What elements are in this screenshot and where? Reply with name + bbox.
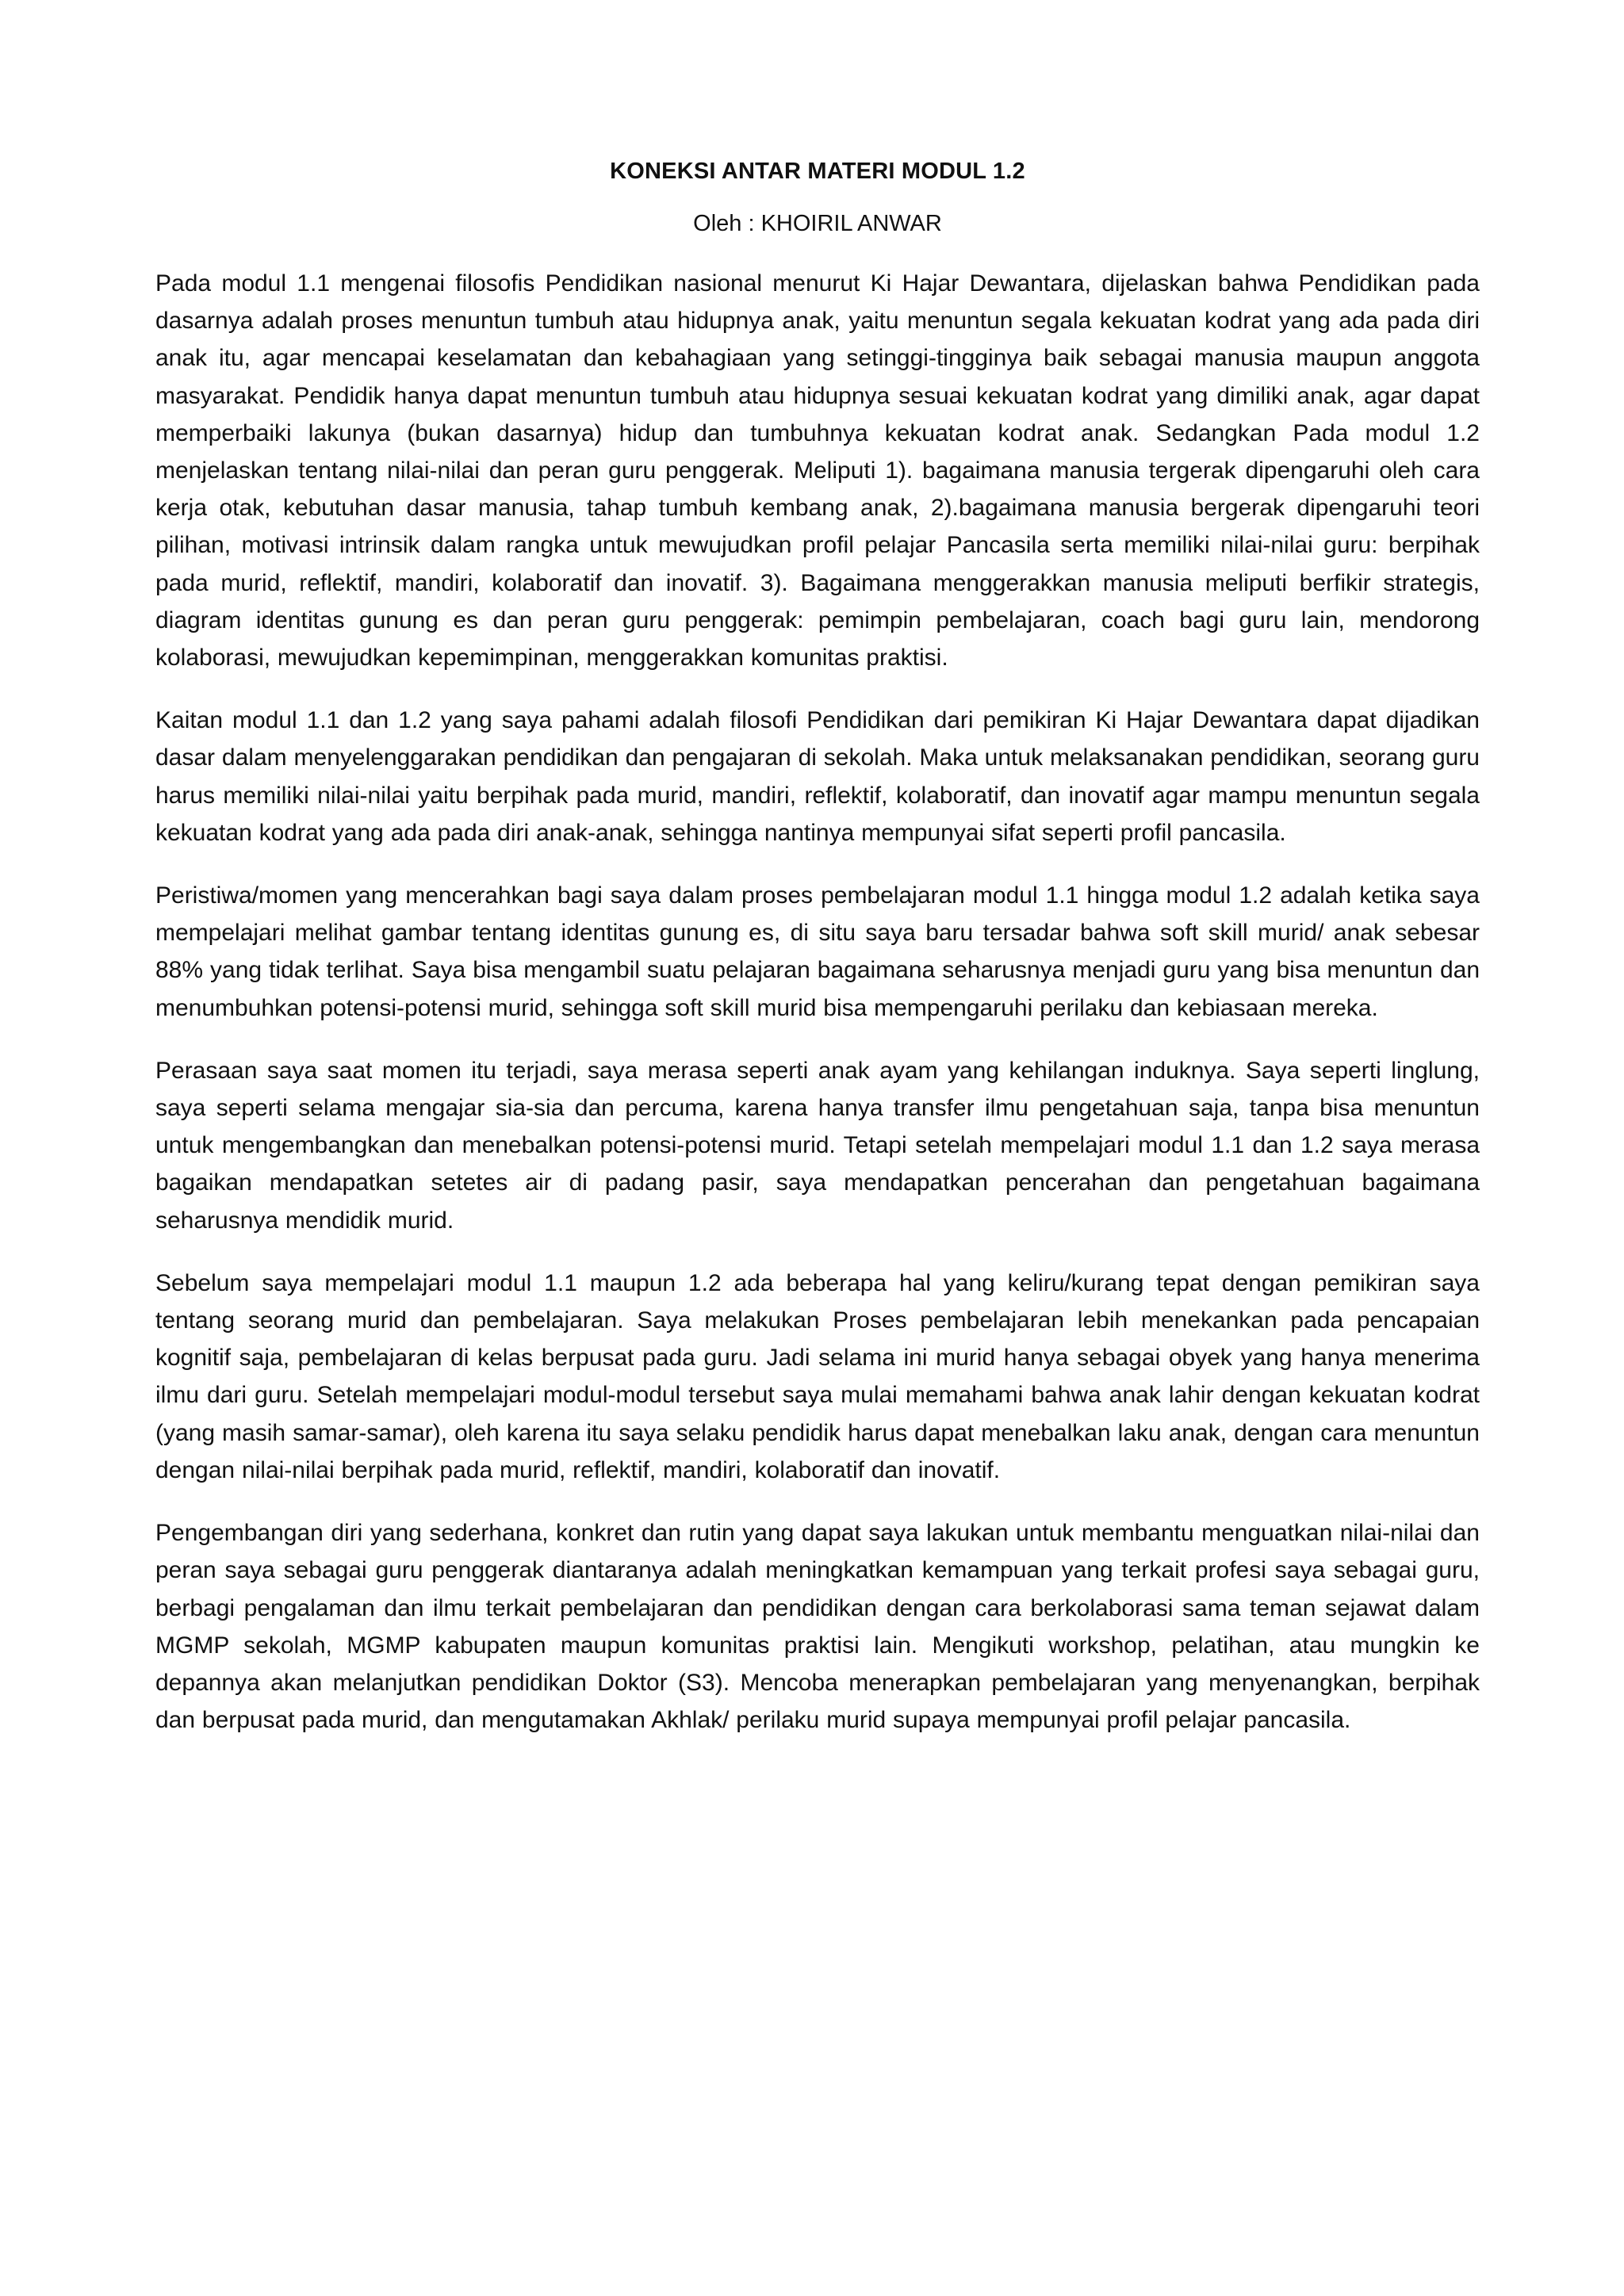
paragraph-4: Perasaan saya saat momen itu terjadi, saya merasa seperti anak ayam yang kehilangan induknya. Saya seperti linglung, saya seperti selama mengajar sia-sia dan percuma, karena hanya transfer ilmu pengetahuan saja, tanpa bisa menuntun untuk mengembangkan dan menebalkan potensi-potensi murid. Tetapi setelah mempelajari modul 1.1 dan 1.2 saya merasa bagaikan mendapatkan setetes air di padang pasir, saya mendapatkan pencerahan dan pengetahuan bagaimana seharusnya mendidik murid.	[155, 1057, 1480, 1234]
paragraph-3: Peristiwa/momen yang mencerahkan bagi saya dalam proses pembelajaran modul 1.1 hingga modul 1.2 adalah ketika saya mempelajari melihat gambar tentang identitas gunung es, di situ saya baru tersadar bahwa soft skill murid/ anak sebesar 88% yang tidak terlihat. Saya bisa mengambil suatu pelajaran bagaimana seharusnya menjadi guru yang bisa menuntun dan menumbuhkan potensi-potensi murid, sehingga soft skill murid bisa mempengaruhi perilaku dan kebiasaan mereka.	[155, 882, 1480, 1021]
paragraph-1: Pada modul 1.1 mengenai filosofis Pendidikan nasional menurut Ki Hajar Dewantara, dijelaskan bahwa Pendidikan pada dasarnya adalah proses menuntun tumbuh atau hidupnya anak, yaitu menuntun segala kekuatan kodrat yang ada pada diri anak itu, agar mencapai keselamatan dan kebahagiaan yang setinggi-tingginya baik sebagai manusia maupun anggota masyarakat. Pendidik hanya dapat menuntun tumbuh atau hidupnya sesuai kekuatan kodrat yang dimiliki anak, agar dapat memperbaiki lakunya (bukan dasarnya) hidup dan tumbuhnya kekuatan kodrat anak. Sedangkan Pada modul 1.2 menjelaskan tentang nilai-nilai dan peran guru penggerak. Meliputi 1). bagaimana manusia tergerak dipengaruhi oleh cara kerja otak, kebutuhan dasar manusia, tahap tumbuh kembang anak, 2).bagaimana manusia bergerak dipengaruhi teori pilihan, motivasi intrinsik dalam rangka untuk mewujudkan profil pelajar Pancasila serta memiliki nilai-nilai guru: berpihak pada murid, reflektif, mandiri, kolaboratif dan inovatif. 3). Bagaimana menggerakkan manusia meliputi berfikir strategis, diagram identitas gunung es dan peran guru penggerak: pemimpin pembelajaran, coach bagi guru lain, mendorong kolaborasi, mewujudkan kepemimpinan, menggerakkan komunitas praktisi.	[155, 270, 1480, 672]
paragraph-6: Pengembangan diri yang sederhana, konkret dan rutin yang dapat saya lakukan untuk membantu menguatkan nilai-nilai dan peran saya sebagai guru penggerak diantaranya adalah meningkatkan kemampuan yang terkait profesi saya sebagai guru, berbagi pengalaman dan ilmu terkait pembelajaran dan pendidikan dengan cara berkolaborasi sama teman sejawat dalam MGMP sekolah, MGMP kabupaten maupun komunitas praktisi lain. Mengikuti workshop, pelatihan, atau mungkin ke depannya akan melanjutkan pendidikan Doktor (S3). Mencoba menerapkan pembelajaran yang menyenangkan, berpihak dan berpusat pada murid, dan mengutamakan Akhlak/ perilaku murid supaya mempunyai profil pelajar pancasila.	[155, 1520, 1480, 1734]
document-author: Oleh : KHOIRIL ANWAR	[693, 211, 942, 236]
paragraph-2: Kaitan modul 1.1 dan 1.2 yang saya pahami adalah filosofi Pendidikan dari pemikiran Ki Hajar Dewantara dapat dijadikan dasar dalam menyelenggarakan pendidikan dan pengajaran di sekolah. Maka untuk melaksanakan pendidikan, seorang guru harus memiliki nilai-nilai yaitu berpihak pada murid, mandiri, reflektif, kolaboratif, dan inovatif agar mampu menuntun segala kekuatan kodrat yang ada pada diri anak-anak, sehingga nantinya mempunyai sifat seperti profil pancasila.	[155, 707, 1480, 846]
document-title: KONEKSI ANTAR MATERI MODUL 1.2	[610, 159, 1025, 184]
document-page	[155, 155, 1480, 1764]
paragraph-5: Sebelum saya mempelajari modul 1.1 maupun 1.2 ada beberapa hal yang keliru/kurang tepat dengan pemikiran saya tentang seorang murid dan pembelajaran. Saya melakukan Proses pembelajaran lebih menekankan pada pencapaian kognitif saja, pembelajaran di kelas berpusat pada guru. Jadi selama ini murid hanya sebagai obyek yang hanya menerima ilmu dari guru. Setelah mempelajari modul-modul tersebut saya mulai memahami bahwa anak lahir dengan kekuatan kodrat (yang masih samar-samar), oleh karena itu saya selaku pendidik harus dapat menebalkan laku anak, dengan cara menuntun dengan nilai-nilai berpihak pada murid, reflektif, mandiri, kolaboratif dan inovatif.	[155, 1269, 1480, 1483]
